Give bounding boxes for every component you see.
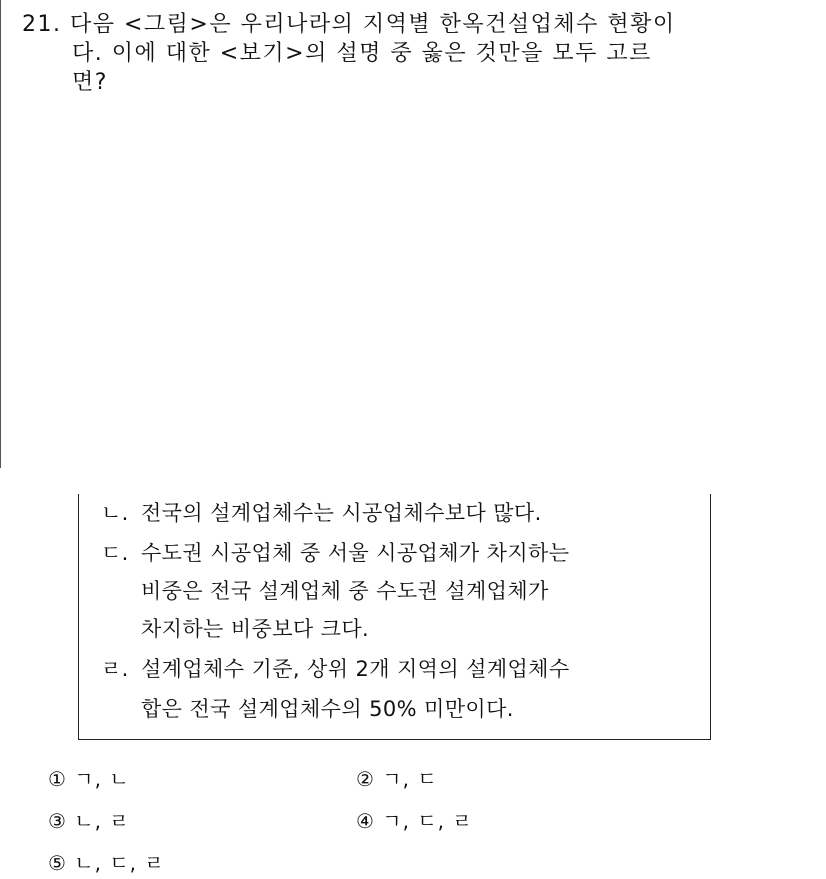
bogi-item-text: 수도권 시공업체 중 서울 시공업체가 차지하는 <box>141 541 570 565</box>
bogi-item-text-cont: 비중은 전국 설계업체 중 수도권 설계업체가 <box>141 579 549 603</box>
choice-text: ㄴ, ㄹ <box>74 809 130 833</box>
choice-text: ㄱ, ㄴ <box>74 767 130 791</box>
bogi-item-text: 설계업체수 기준, 상위 2개 지역의 설계업체수 <box>141 657 570 681</box>
bogi-item-text: 전국의 설계업체수는 시공업체수보다 많다. <box>141 501 542 525</box>
answer-choice-2[interactable] <box>356 766 438 792</box>
choice-text: ㄴ, ㄷ, ㄹ <box>74 851 165 875</box>
bogi-item-rieul <box>101 652 570 686</box>
question-line-3: 면? <box>72 70 108 95</box>
bogi-item-text-cont: 합은 전국 설계업체수의 50% 미만이다. <box>141 697 514 721</box>
left-border-rule <box>0 0 1 468</box>
bogi-marker: ㄹ. <box>101 657 129 681</box>
answer-choice-5[interactable] <box>48 850 165 876</box>
bogi-item-digeut <box>101 536 569 570</box>
question-text-line-1: 다음 <그림>은 우리나라의 지역별 한옥건설업체수 현황이 <box>70 12 676 37</box>
question-line-1 <box>22 10 802 39</box>
bogi-item-nieun <box>101 496 542 530</box>
question-stem <box>22 10 802 97</box>
bogi-box <box>78 494 711 740</box>
question-line-2: 다. 이에 대한 <보기>의 설명 중 옳은 것만을 모두 고르 <box>72 41 652 66</box>
choice-label: ④ <box>356 809 375 833</box>
choice-label: ② <box>356 767 375 791</box>
choice-text: ㄱ, ㄷ, ㄹ <box>382 809 473 833</box>
question-number: 21. <box>22 12 62 37</box>
choice-label: ① <box>48 767 67 791</box>
bogi-item-text-cont: 차지하는 비중보다 크다. <box>141 617 370 641</box>
bogi-marker: ㄴ. <box>101 501 129 525</box>
answer-choice-4[interactable] <box>356 808 473 834</box>
bogi-marker: ㄷ. <box>101 541 129 565</box>
choice-label: ⑤ <box>48 851 67 875</box>
choice-text: ㄱ, ㄷ <box>382 767 438 791</box>
answer-choice-3[interactable] <box>48 808 130 834</box>
answer-choice-1[interactable] <box>48 766 130 792</box>
choice-label: ③ <box>48 809 67 833</box>
